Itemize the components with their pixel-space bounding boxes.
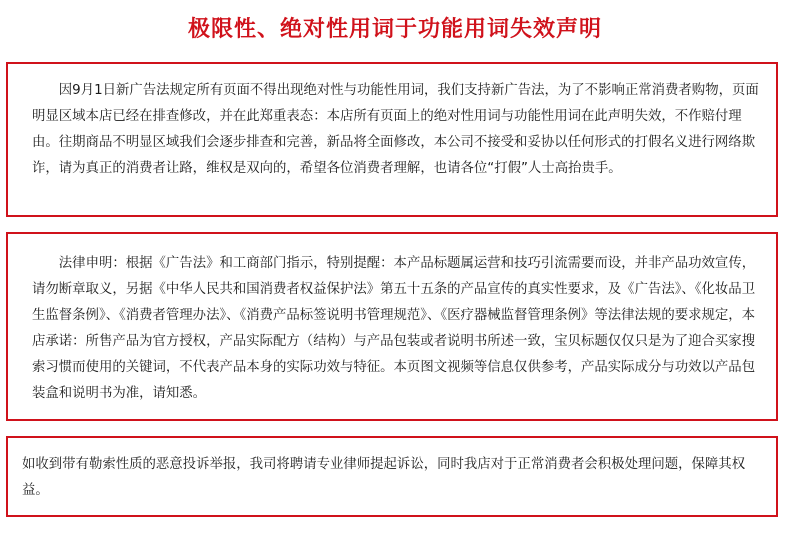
statement-notice-box <box>6 62 778 217</box>
legal-notice-box <box>6 232 778 421</box>
statement-text: 因9月1日新广告法规定所有页面不得出现绝对性与功能性用词，我们支持新广告法，为了不影响正常消费者购物，页面明显区域本店已经在排查修改，并在此郑重表态：本店所有页面上的绝对性用词与功能性用词在此声明失效，不作赔付理由。往期商品不明显区域我们会逐步排查和完善，新品将全面修改，本公司不接受和妥协以任何形式的打假名义进行网络欺诈，请为真正的消费者让路，维权是双向的，希望各位消费者理解，也请各位“打假”人士高抬贵手。 <box>32 83 759 176</box>
complaint-text: 如收到带有勒索性质的恶意投诉举报，我司将聘请专业律师提起诉讼，同时我店对于正常消费者会积极处理问题，保障其权益。 <box>22 457 746 498</box>
complaint-notice-box <box>6 436 778 517</box>
page-title: 极限性、绝对性用词于功能用词失效声明 <box>187 17 602 42</box>
legal-text: 法律申明：根据《广告法》和工商部门指示，特别提醒：本产品标题属运营和技巧引流需要而设，并非产品功效宣传，请勿断章取义，另据《中华人民共和国消费者权益保护法》第五十五条的产品宣传的真实性要求，及《广告法》、《化妆品卫生监督条例》、《消费者管理办法》、《消费产品标签说明书管理规范》、《医疗器械监督管理条例》等法律法规的要求规定，本店承诺：所售产品为官方授权，产品实际配方（结构）与产品包装或者说明书所述一致，宝贝标题仅仅只是为了迎合买家搜索习惯而使用的关键词，不代表产品本身的实际功效与特征。本页图文视频等信息仅供参考，产品实际成分与功效以产品包装盒和说明书为准，请知悉。 <box>32 256 756 401</box>
